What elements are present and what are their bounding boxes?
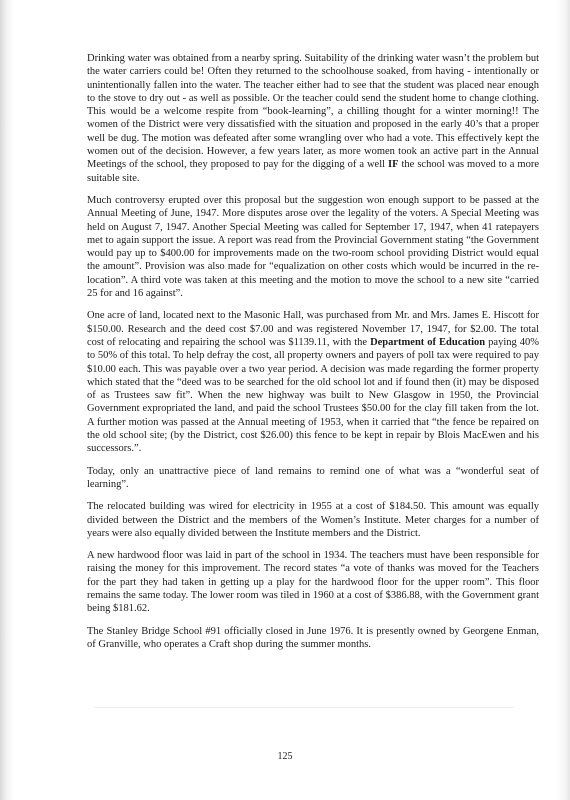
bleed-through-line (94, 707, 514, 708)
paragraph-text: Today, only an unattractive piece of land remains to remind one of what was a “wonderful seat of learning”. (87, 465, 539, 490)
paragraph-land-purchase (87, 309, 539, 455)
paragraph-drinking-water (87, 52, 539, 185)
body-text (87, 52, 539, 660)
paragraph-hardwood-floor (87, 549, 539, 615)
paragraph-text: A new hardwood floor was laid in part of the school in 1934. The teachers must have been responsible for raising the money for this improvement. The record states “a vote of thanks was moved for the Teachers for the part they had taken in getting up a play for the hardwood floor for the upper room”. This floor remains the same today. The lower room was tiled in 1960 at a cost of $386.88, with the Government grant being $181.62. (87, 550, 539, 615)
paragraph-school-closed (87, 625, 539, 652)
paragraph-controversy (87, 194, 539, 300)
paragraph-text: The relocated building was wired for electricity in 1955 at a cost of $184.50. This amount was equally divided between the District and the members of the Women’s Institute. Meter charges for a number of years were also equally divided between the Institute members and the District. (87, 501, 539, 539)
paragraph-text: the school was moved to a more suitable site. (87, 159, 539, 184)
paragraph-text: Much controversy erupted over this proposal but the suggestion won enough support to be passed at the Annual Meeting of June, 1947. More disputes arose over the legality of the voters. A Special Meeting was held on August 7, 1947. Another Special Meeting was called for September 17, 1947, when 41 ratepayers met to again support the issue. A report was read from the Provincial Government stating “the Government would pay up to $400.00 for improvements made on the two-room school providing District would equal the amount”. Provision was also made for “equalization on other costs which would be incurred in the re-location”. A third vote was taken at this meeting and the motion to move the school to a new site “carried 25 for and 16 against”. (87, 194, 539, 300)
paragraph-text: Drinking water was obtained from a nearby spring. Suitability of the drinking water wasn’t the problem but the water carriers could be! Often they returned to the schoolhouse soaked, from having - intentionally or unintentionally fallen into the water. The teacher either had to see that the student was placed near enough to the stove to dry out - as well as possible. Or the teacher could send the student home to change clothing. This would be a welcome respite from “book-learning”, a chilling thought for a winter morning!! The women of the District were very dissatisfied with the situation and proposed in the early 40’s that a proper well be dug. The motion was defeated after some wrangling over who had a vote. This effectively kept the women out of the decision. However, a few years later, as more women took an active part in the Annual Meetings of the school, they proposed to pay for the digging of a well (87, 53, 539, 171)
paragraph-text: One acre of land, located next to the Masonic Hall, was purchased from Mr. and Mrs. James E. Hiscott for $150.00. Research and the deed cost $7.00 and was registered November 17, 1947, for $2.00. The total cost of relocating and repairing the school was $1139.11, with the (87, 310, 539, 348)
page-number: 125 (277, 751, 293, 762)
paragraph-text: paying 40% to 50% of this total. To help defray the cost, all property owners and payers of poll tax were required to pay $10.00 each. This was payable over a two year period. A decision was made regarding the former property which stated that the “deed was to be searched for the old school lot and if found then (it) may be disposed of as Trustees saw fit”. When the new highway was built to New Glasgow in 1950, the Provincial Government expropriated the land, and paid the school Trustees $50.00 for the clay fill taken from the lot. A further motion was passed at the Annual meeting of 1953, when it carried that “the fence be repaired on the old school site; (by the District, cost $26.00) this fence to be kept in repair by Blois MacEwen and his successors.”. (87, 336, 539, 455)
emphasis-if: IF (388, 159, 399, 171)
paragraph-electricity (87, 500, 539, 540)
paragraph-text: The Stanley Bridge School #91 officially closed in June 1976. It is presently owned by Georgene Enman, of Granville, who operates a Craft shop during the summer months. (87, 625, 539, 650)
paragraph-today (87, 465, 539, 492)
emphasis-department: Department of Education (370, 336, 486, 348)
